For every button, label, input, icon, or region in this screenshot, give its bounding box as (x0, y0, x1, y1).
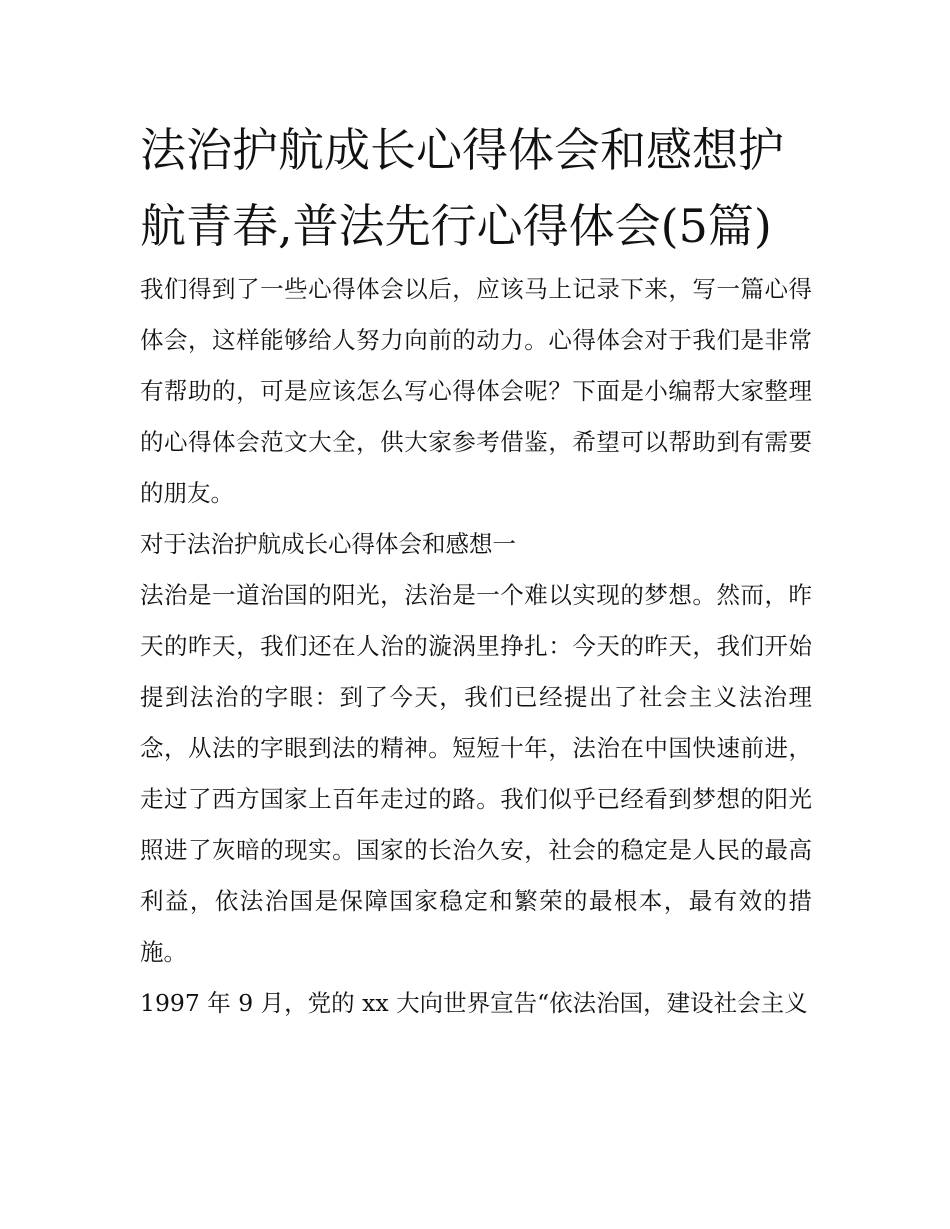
document-page (140, 112, 812, 1029)
intro-paragraph: 我们得到了一些心得体会以后，应该马上记录下来，写一篇心得体会，这样能够给人努力向前的动力。心得体会对于我们是非常有帮助的，可是应该怎么写心得体会呢？下面是小编帮大家整理的心得体会范文大全，供大家参考借鉴，希望可以帮助到有需要的朋友。 (140, 275, 812, 507)
body-paragraph: 法治是一道治国的阳光，法治是一个难以实现的梦想。然而，昨天的昨天，我们还在人治的漩涡里挣扎：今天的昨天，我们开始提到法治的字眼：到了今天，我们已经提出了社会主义法治理念，从法的字眼到法的精神。短短十年，法治在中国快速前进，走过了西方国家上百年走过的路。我们似乎已经看到梦想的阳光照进了灰暗的现实。国家的长治久安，社会的稳定是人民的最高利益，依法治国是保障国家稳定和繁荣的最根本，最有效的措施。 (140, 581, 812, 966)
body-paragraph-continued: 1997 年 9 月，党的 xx 大向世界宣告“依法治国，建设社会主义 (140, 989, 808, 1017)
document-title: 法治护航成长心得体会和感想护航青春,普法先行心得体会(5篇) (140, 123, 784, 253)
section-heading: 对于法治护航成长心得体会和感想一 (140, 530, 516, 558)
